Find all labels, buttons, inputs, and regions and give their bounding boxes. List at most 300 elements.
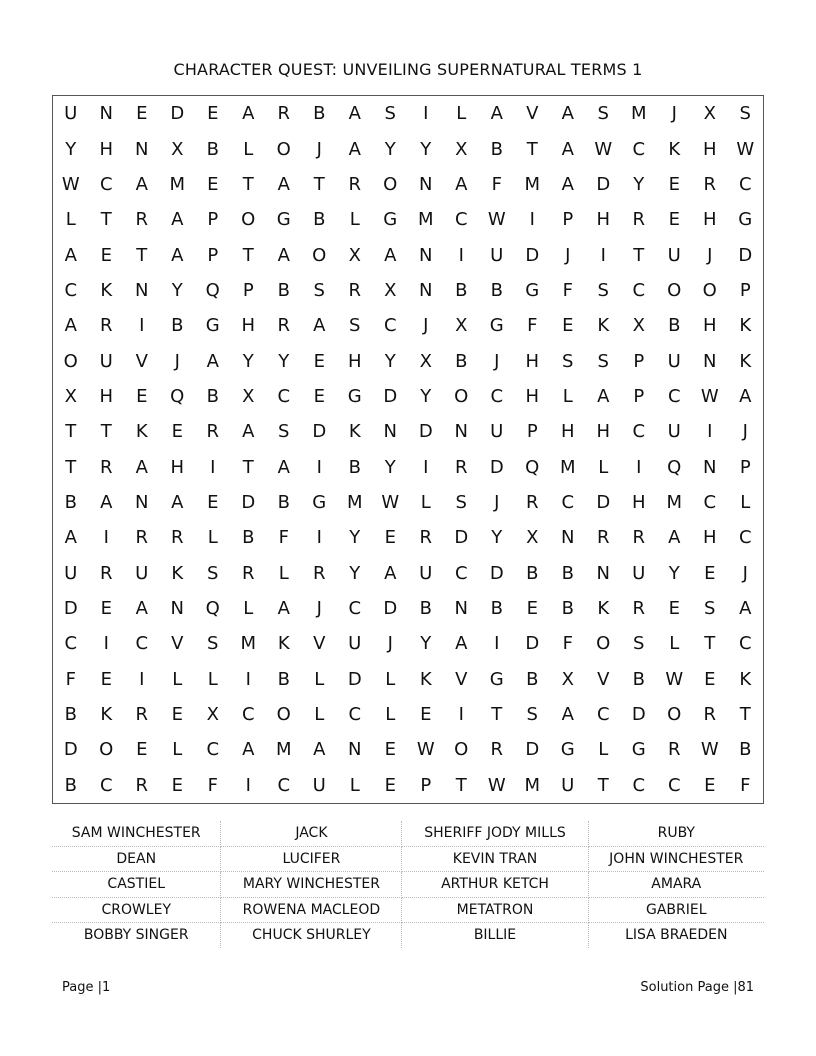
grid-cell: G (312, 492, 327, 514)
grid-cell: G (489, 668, 504, 690)
grid-cell: Y (420, 633, 432, 655)
grid-cell: H (702, 315, 717, 337)
grid-cell: S (278, 421, 290, 443)
grid-cell: D (170, 103, 185, 125)
grid-cell: A (490, 103, 503, 125)
grid-cell: R (348, 279, 361, 301)
grid-cell: Y (420, 138, 432, 160)
grid-cell: B (561, 598, 574, 620)
grid-cell: A (739, 385, 752, 407)
grid-cell: P (633, 385, 645, 407)
grid-cell: U (99, 350, 113, 372)
grid-cell: I (139, 668, 145, 690)
grid-cell: I (103, 527, 109, 549)
grid-cell: U (667, 350, 681, 372)
grid-cell: B (632, 668, 645, 690)
grid-cell: N (348, 739, 362, 761)
grid-cell: U (348, 633, 362, 655)
grid-cell: N (135, 492, 149, 514)
grid-cell: T (633, 244, 645, 266)
grid-cell: Y (384, 138, 396, 160)
grid-cell: D (241, 492, 256, 514)
grid-cell: B (64, 704, 77, 726)
grid-cell: Y (242, 350, 254, 372)
grid-cell: C (241, 704, 255, 726)
grid-cell: I (636, 456, 642, 478)
grid-cell: H (170, 456, 185, 478)
grid-cell: F (740, 774, 751, 796)
grid-cell: L (314, 668, 325, 690)
grid-cell: U (312, 774, 326, 796)
grid-cell: C (596, 704, 610, 726)
grid-cell: A (135, 456, 148, 478)
grid-cell: L (420, 492, 431, 514)
grid-cell: E (562, 315, 574, 337)
grid-cell: B (455, 350, 468, 372)
grid-cell: I (423, 103, 429, 125)
grid-cell: B (206, 138, 219, 160)
grid-cell: Y (420, 385, 432, 407)
grid-cell: O (454, 385, 469, 407)
grid-cell: T (242, 173, 254, 195)
grid-cell: J (174, 350, 180, 372)
grid-cell: O (596, 633, 611, 655)
grid-cell: L (598, 456, 609, 478)
grid-cell: U (490, 244, 504, 266)
grid-cell: T (455, 774, 467, 796)
grid-cell: U (667, 244, 681, 266)
word-item: DEAN (52, 846, 221, 872)
grid-cell: T (100, 209, 112, 231)
word-item: CASTIEL (52, 872, 221, 898)
grid-cell: L (740, 492, 751, 514)
grid-cell: C (738, 633, 752, 655)
grid-cell: R (135, 704, 148, 726)
grid-cell: L (598, 739, 609, 761)
word-item: RUBY (588, 821, 764, 846)
grid-cell: D (525, 633, 540, 655)
word-item: BOBBY SINGER (52, 923, 221, 948)
grid-cell: V (135, 350, 148, 372)
grid-cell: B (313, 103, 326, 125)
grid-cell: L (65, 209, 76, 231)
grid-cell: A (384, 244, 397, 266)
grid-cell: N (135, 279, 149, 301)
grid-cell: J (316, 138, 322, 160)
grid-cell: R (135, 774, 148, 796)
grid-cell: D (418, 421, 433, 443)
grid-cell: N (170, 598, 184, 620)
grid-cell: E (171, 421, 183, 443)
word-item: CROWLEY (52, 897, 221, 923)
grid-cell: U (490, 421, 504, 443)
grid-cell: A (171, 492, 184, 514)
grid-cell: K (739, 350, 752, 372)
grid-cell: M (524, 173, 541, 195)
word-item: ARTHUR KETCH (402, 872, 588, 898)
grid-cell: S (455, 492, 467, 514)
grid-cell: A (206, 350, 219, 372)
grid-cell: Y (278, 350, 290, 372)
grid-cell: X (632, 315, 645, 337)
grid-cell: C (703, 492, 717, 514)
grid-cell: T (242, 456, 254, 478)
grid-cell: J (423, 315, 429, 337)
grid-cell: I (103, 633, 109, 655)
grid-cell: G (205, 315, 220, 337)
grid-cell: A (64, 315, 77, 337)
grid-cell: T (65, 421, 77, 443)
grid-cell: O (667, 279, 682, 301)
grid-cell: C (348, 598, 362, 620)
grid-cell: E (313, 350, 325, 372)
grid-cell: C (383, 315, 397, 337)
grid-cell: M (630, 103, 647, 125)
grid-cell: Y (668, 562, 680, 584)
grid-cell: J (494, 350, 500, 372)
grid-cell: K (100, 704, 113, 726)
grid-cell: L (243, 138, 254, 160)
grid-cell: O (702, 279, 717, 301)
grid-cell: Q (205, 279, 220, 301)
grid-cell: H (525, 350, 540, 372)
grid-cell: C (490, 385, 504, 407)
grid-cell: C (632, 138, 646, 160)
grid-cell: E (100, 668, 112, 690)
grid-cell: F (207, 774, 218, 796)
grid-cell: S (597, 103, 609, 125)
grid-cell: S (562, 350, 574, 372)
grid-cell: L (172, 668, 183, 690)
word-item: METATRON (402, 897, 588, 923)
grid-cell: G (738, 209, 753, 231)
grid-cell: B (526, 668, 539, 690)
grid-cell: M (559, 456, 576, 478)
grid-cell: L (314, 704, 325, 726)
grid-cell: J (742, 562, 748, 584)
grid-cell: F (527, 315, 538, 337)
word-item: AMARA (588, 872, 764, 898)
grid-cell: C (64, 279, 78, 301)
grid-cell: N (419, 173, 433, 195)
grid-cell: E (384, 774, 396, 796)
grid-cell: W (700, 739, 719, 761)
grid-cell: B (348, 456, 361, 478)
grid-cell: C (632, 774, 646, 796)
grid-cell: H (241, 315, 256, 337)
grid-cell: A (171, 244, 184, 266)
grid-cell: H (596, 421, 611, 443)
grid-cell: J (387, 633, 393, 655)
grid-cell: X (561, 668, 574, 690)
grid-cell: A (739, 598, 752, 620)
grid-cell: A (668, 527, 681, 549)
word-item: KEVIN TRAN (402, 846, 588, 872)
grid-cell: P (633, 350, 645, 372)
grid-cell: C (206, 739, 220, 761)
grid-cell: U (419, 562, 433, 584)
grid-cell: A (277, 598, 290, 620)
grid-cell: O (454, 739, 469, 761)
grid-cell: U (632, 562, 646, 584)
grid-cell: I (707, 421, 713, 443)
grid-cell: I (458, 244, 464, 266)
grid-cell: B (455, 279, 468, 301)
grid-cell: L (669, 633, 680, 655)
grid-cell: Q (170, 385, 185, 407)
grid-cell: Y (384, 350, 396, 372)
grid-cell: L (243, 598, 254, 620)
grid-cell: A (561, 704, 574, 726)
grid-cell: A (171, 209, 184, 231)
grid-cell: T (136, 244, 148, 266)
grid-cell: V (171, 633, 184, 655)
grid-cell: T (313, 173, 325, 195)
grid-cell: R (312, 562, 326, 584)
grid-cell: E (313, 385, 325, 407)
grid-cell: E (207, 103, 219, 125)
grid-cell: E (704, 668, 716, 690)
grid-cell: K (597, 598, 610, 620)
grid-cell: X (64, 385, 77, 407)
grid-cell: Y (65, 138, 77, 160)
grid-cell: H (525, 385, 540, 407)
grid-cell: I (600, 244, 606, 266)
grid-cell: H (596, 209, 611, 231)
grid-cell: S (526, 704, 538, 726)
grid-cell: X (348, 244, 361, 266)
grid-cell: M (275, 739, 292, 761)
grid-cell: F (278, 527, 289, 549)
solution-page-ref: Solution Page |81 (640, 980, 754, 995)
grid-cell: D (383, 598, 398, 620)
grid-cell: A (64, 244, 77, 266)
grid-cell: X (384, 279, 397, 301)
grid-cell: R (99, 315, 113, 337)
grid-cell: C (64, 633, 78, 655)
grid-cell: R (703, 173, 716, 195)
grid-cell: L (278, 562, 289, 584)
word-item: JOHN WINCHESTER (588, 846, 764, 872)
grid-cell: C (667, 385, 681, 407)
grid-cell: R (99, 562, 113, 584)
grid-cell: I (316, 527, 322, 549)
grid-cell: A (277, 456, 290, 478)
grid-cell: O (241, 209, 256, 231)
grid-cell: Q (205, 598, 220, 620)
grid-cell: B (739, 739, 752, 761)
grid-cell: G (383, 209, 398, 231)
grid-cell: O (276, 704, 291, 726)
grid-cell: S (597, 350, 609, 372)
grid-cell: E (704, 774, 716, 796)
grid-cell: B (668, 315, 681, 337)
grid-cell: M (169, 173, 186, 195)
grid-cell: A (242, 103, 255, 125)
grid-cell: W (736, 138, 755, 160)
grid-cell: T (491, 704, 503, 726)
word-item: CHUCK SHURLEY (221, 923, 402, 948)
grid-cell: D (454, 527, 469, 549)
grid-cell: P (739, 456, 751, 478)
grid-cell: L (385, 668, 396, 690)
grid-cell: X (419, 350, 432, 372)
grid-cell: V (455, 668, 468, 690)
grid-cell: W (665, 668, 684, 690)
grid-cell: B (526, 562, 539, 584)
grid-cell: J (565, 244, 571, 266)
grid-cell: W (416, 739, 435, 761)
grid-cell: U (561, 774, 575, 796)
grid-cell: S (313, 279, 325, 301)
letter-grid (52, 95, 764, 804)
grid-cell: M (524, 774, 541, 796)
grid-cell: T (739, 704, 751, 726)
grid-cell: R (667, 739, 681, 761)
grid-cell: F (491, 173, 502, 195)
page-number: Page |1 (62, 980, 111, 995)
grid-cell: R (454, 456, 468, 478)
grid-cell: R (490, 739, 503, 761)
grid-cell: U (64, 103, 78, 125)
grid-cell: O (667, 704, 682, 726)
grid-cell: N (596, 562, 610, 584)
grid-cell: C (99, 774, 113, 796)
grid-cell: V (526, 103, 539, 125)
grid-cell: W (381, 492, 400, 514)
grid-cell: C (738, 173, 752, 195)
grid-cell: I (458, 704, 464, 726)
grid-cell: E (207, 492, 219, 514)
grid-cell: E (668, 209, 680, 231)
grid-cell: E (100, 244, 112, 266)
grid-cell: B (490, 138, 503, 160)
grid-cell: S (384, 103, 396, 125)
grid-cell: I (245, 668, 251, 690)
grid-cell: L (456, 103, 467, 125)
grid-cell: R (348, 173, 361, 195)
word-list-row (52, 821, 764, 846)
grid-cell: X (526, 527, 539, 549)
grid-cell: S (207, 562, 219, 584)
grid-cell: B (561, 562, 574, 584)
grid-cell: E (668, 598, 680, 620)
grid-cell: S (207, 633, 219, 655)
grid-cell: K (597, 315, 610, 337)
grid-cell: S (704, 598, 716, 620)
grid-cell: D (63, 598, 78, 620)
page-title: CHARACTER QUEST: UNVEILING SUPERNATURAL TERMS 1 (173, 60, 643, 79)
grid-cell: J (707, 244, 713, 266)
grid-cell: J (742, 421, 748, 443)
grid-cell: E (526, 598, 538, 620)
grid-cell: L (562, 385, 573, 407)
grid-cell: G (276, 209, 291, 231)
word-item: LUCIFER (221, 846, 402, 872)
grid-cell: X (206, 704, 219, 726)
grid-cell: A (348, 138, 361, 160)
grid-cell: B (419, 598, 432, 620)
grid-cell: N (135, 138, 149, 160)
grid-cell: C (277, 385, 291, 407)
grid-cell: N (703, 350, 717, 372)
grid-cell: C (135, 633, 149, 655)
grid-cell: A (455, 633, 468, 655)
grid-cell: V (597, 668, 610, 690)
word-item: JACK (221, 821, 402, 846)
grid-cell: F (562, 279, 573, 301)
grid-cell: H (560, 421, 575, 443)
grid-cell: X (455, 315, 468, 337)
grid-cell: L (349, 774, 360, 796)
word-item: SAM WINCHESTER (52, 821, 221, 846)
grid-cell: B (490, 279, 503, 301)
grid-cell: K (171, 562, 184, 584)
grid-cell: P (242, 279, 254, 301)
grid-cell: C (454, 562, 468, 584)
grid-cell: N (703, 456, 717, 478)
grid-cell: C (667, 774, 681, 796)
grid-cell: E (136, 739, 148, 761)
grid-cell: B (64, 774, 77, 796)
grid-cell: C (99, 173, 113, 195)
grid-cell: D (489, 562, 504, 584)
grid-cell: N (99, 103, 113, 125)
grid-cell: A (313, 739, 326, 761)
grid-cell: B (277, 492, 290, 514)
grid-cell: R (241, 562, 255, 584)
grid-cell: F (65, 668, 76, 690)
grid-cell: D (63, 739, 78, 761)
grid-cell: K (348, 421, 361, 443)
grid-cell: S (597, 279, 609, 301)
grid-cell: P (207, 244, 219, 266)
grid-cell: U (667, 421, 681, 443)
grid-cell: H (702, 209, 717, 231)
grid-cell: V (313, 633, 326, 655)
grid-cell: K (419, 668, 432, 690)
grid-cell: B (277, 668, 290, 690)
grid-cell: I (316, 456, 322, 478)
grid-cell: A (561, 138, 574, 160)
grid-cell: R (206, 421, 219, 443)
grid-cell: R (703, 704, 716, 726)
grid-cell: O (276, 138, 291, 160)
grid-cell: I (245, 774, 251, 796)
grid-cell: A (561, 103, 574, 125)
word-list (52, 821, 764, 948)
grid-cell: T (65, 456, 77, 478)
grid-cell: S (349, 315, 361, 337)
grid-cell: Y (491, 527, 503, 549)
grid-cell: N (383, 421, 397, 443)
grid-cell: A (64, 527, 77, 549)
grid-cell: W (700, 385, 719, 407)
word-item: ROWENA MACLEOD (221, 897, 402, 923)
word-list-row (52, 846, 764, 872)
grid-cell: X (703, 103, 716, 125)
grid-cell: J (316, 598, 322, 620)
grid-cell: E (420, 704, 432, 726)
grid-cell: L (207, 527, 218, 549)
word-item: MARY WINCHESTER (221, 872, 402, 898)
grid-cell: D (489, 456, 504, 478)
grid-cell: R (596, 527, 610, 549)
grid-cell: P (207, 209, 219, 231)
grid-cell: D (347, 668, 362, 690)
grid-cell: W (487, 774, 506, 796)
grid-cell: A (135, 173, 148, 195)
